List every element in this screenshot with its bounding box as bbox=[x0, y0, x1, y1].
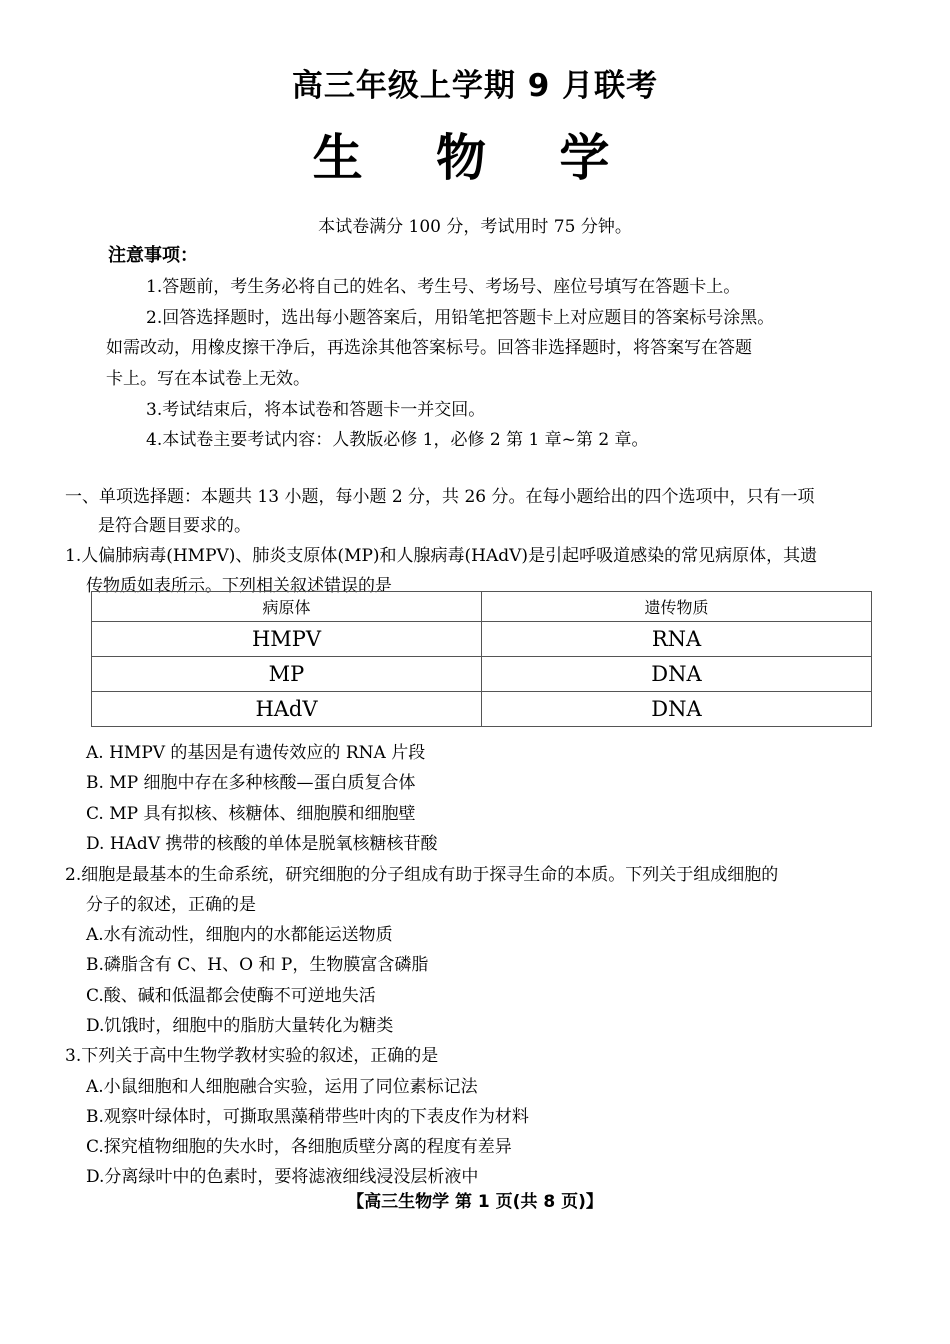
question-1-option-b: B. MP 细胞中存在多种核酸—蛋白质复合体 bbox=[86, 773, 416, 793]
question-1-option-a: A. HMPV 的基因是有遗传效应的 RNA 片段 bbox=[86, 743, 426, 763]
question-3-stem: 3.下列关于高中生物学教材实验的叙述，正确的是 bbox=[65, 1046, 439, 1066]
question-3-option-a: A.小鼠细胞和人细胞融合实验，运用了同位素标记法 bbox=[86, 1077, 478, 1097]
note-item: 如需改动，用橡皮擦干净后，再选涂其他答案标号。回答非选择题时，将答案写在答题 bbox=[106, 338, 752, 358]
question-2-option-a: A.水有流动性，细胞内的水都能运送物质 bbox=[86, 925, 393, 945]
table-row bbox=[92, 622, 872, 657]
pathogen-table bbox=[91, 591, 872, 727]
subject-title: 生 物 学 bbox=[312, 128, 638, 187]
table-header: 病原体 bbox=[92, 592, 482, 622]
table-cell: RNA bbox=[482, 622, 872, 657]
section-heading: 一、单项选择题：本题共 13 小题，每小题 2 分，共 26 分。在每小题给出的四个选项中，只有一项 bbox=[65, 487, 815, 507]
question-2-option-d: D.饥饿时，细胞中的脂肪大量转化为糖类 bbox=[86, 1016, 394, 1036]
note-item: 1.答题前，考生务必将自己的姓名、考生号、考场号、座位号填写在答题卡上。 bbox=[146, 277, 741, 297]
question-2-stem: 2.细胞是最基本的生命系统，研究细胞的分子组成有助于探寻生命的本质。下列关于组成细胞的 bbox=[65, 865, 779, 885]
table-header-row bbox=[92, 592, 872, 622]
question-2-option-b: B.磷脂含有 C、H、O 和 P，生物膜富含磷脂 bbox=[86, 955, 429, 975]
table-cell: DNA bbox=[482, 692, 872, 727]
question-3-option-d: D.分离绿叶中的色素时，要将滤液细线浸没层析液中 bbox=[86, 1167, 479, 1187]
question-2-option-c: C.酸、碱和低温都会使酶不可逆地失活 bbox=[86, 986, 376, 1006]
table-header: 遗传物质 bbox=[482, 592, 872, 622]
page-footer: 【高三生物学 第 1 页(共 8 页)】 bbox=[347, 1192, 603, 1212]
question-1-stem: 1.人偏肺病毒(HMPV)、肺炎支原体(MP)和人腺病毒(HAdV)是引起呼吸道感染的常见病原体，其遗 bbox=[65, 546, 818, 566]
question-3-option-b: B.观察叶绿体时，可撕取黑藻稍带些叶肉的下表皮作为材料 bbox=[86, 1107, 529, 1127]
exam-info: 本试卷满分 100 分，考试用时 75 分钟。 bbox=[318, 217, 632, 237]
question-1-stem-cont: 传物质如表所示。下列相关叙述错误的是 bbox=[86, 576, 392, 596]
question-1-option-d: D. HAdV 携带的核酸的单体是脱氧核糖核苷酸 bbox=[86, 834, 438, 854]
exam-title: 高三年级上学期 9 月联考 bbox=[291, 68, 659, 104]
note-item: 4.本试卷主要考试内容：人教版必修 1，必修 2 第 1 章~第 2 章。 bbox=[146, 430, 649, 450]
note-item: 2.回答选择题时，选出每小题答案后，用铅笔把答题卡上对应题目的答案标号涂黑。 bbox=[146, 308, 775, 328]
question-2-stem-cont: 分子的叙述，正确的是 bbox=[86, 895, 256, 915]
table-cell: HMPV bbox=[92, 622, 482, 657]
note-item: 卡上。写在本试卷上无效。 bbox=[106, 369, 310, 389]
table-row bbox=[92, 692, 872, 727]
notes-title: 注意事项： bbox=[108, 245, 198, 266]
question-1-option-c: C. MP 具有拟核、核糖体、细胞膜和细胞壁 bbox=[86, 804, 416, 824]
table-row bbox=[92, 657, 872, 692]
note-item: 3.考试结束后，将本试卷和答题卡一并交回。 bbox=[146, 400, 486, 420]
section-heading-cont: 是符合题目要求的。 bbox=[98, 516, 251, 536]
table-cell: MP bbox=[92, 657, 482, 692]
table-cell: DNA bbox=[482, 657, 872, 692]
table-cell: HAdV bbox=[92, 692, 482, 727]
question-3-option-c: C.探究植物细胞的失水时，各细胞质壁分离的程度有差异 bbox=[86, 1137, 512, 1157]
